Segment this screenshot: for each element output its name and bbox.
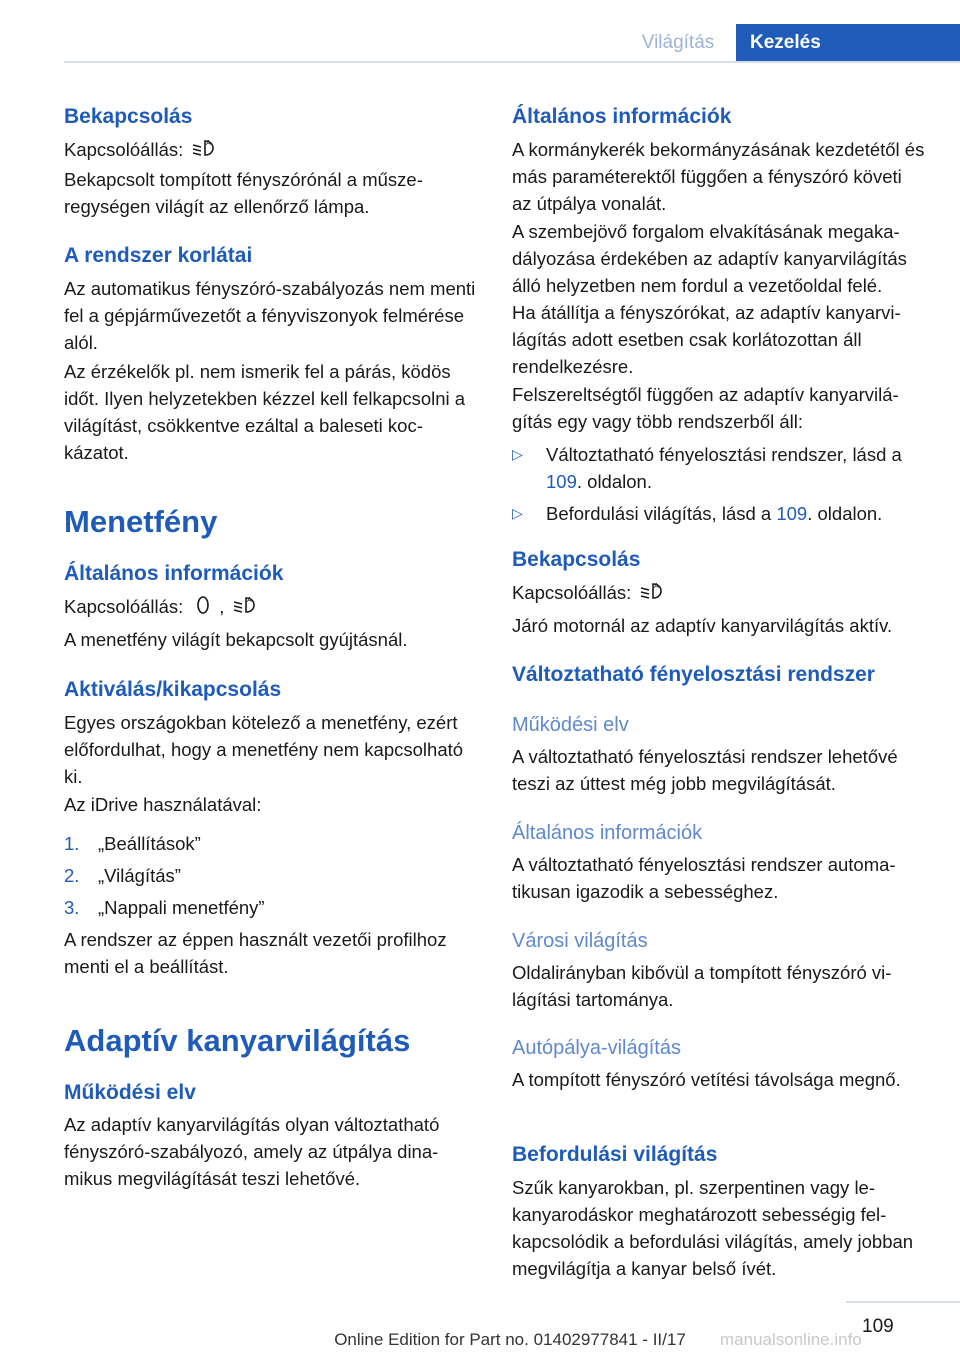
svg-text:A: A — [654, 583, 659, 590]
principle-text: Az adaptív kanyarvilágítás olyan változtatható fényszóró-szabályozó, amely az útpálya dinamikus megvilágítását teszi lehetővé. — [64, 1114, 440, 1189]
list-item: ▷ Befordulási világítás, lásd a 109. oldalon. — [512, 500, 926, 527]
svg-text:A: A — [206, 140, 211, 147]
switch-position-text: Kapcsolóállás: A — [64, 136, 478, 163]
daytime-text: A menetfény világít bekapcsolt gyújtásnál. — [64, 629, 408, 650]
heading-general-info: Általános információk — [512, 105, 732, 128]
heading-system-limits: A rendszer korlátai — [64, 244, 253, 267]
heading-principle: Működési elv — [64, 1081, 196, 1104]
edition-footer: Online Edition for Part no. 01402977841 - II/17 — [334, 1330, 686, 1349]
automatic-headlight-icon — [639, 580, 663, 602]
page-header — [0, 24, 960, 62]
activate-paragraph-1: Egyes országokban kötelező a menetfény, ezért előfordulhat, hogy a menetfény nem kapcsolható ki. — [64, 712, 464, 787]
cornering-light-text: Szűk kanyarokban, pl. szerpentinen vagy lekanyarodáskor meghatározott sebességig felkapcsolódik a befordulási világítás, amely jobban megvilágítja a kanyar belső ívét. — [512, 1177, 914, 1279]
page-number: 109 — [862, 1316, 894, 1337]
heading-variable-light-distribution: Változtatható fényelosztási rendszer — [512, 663, 875, 686]
chapter-tab-lighting[interactable]: Világítás — [641, 32, 715, 53]
heading-general-info: Általános információk — [512, 822, 703, 844]
variable-general-text: A változtatható fényelosztási rendszer automatikusan igazodik a sebességhez. — [512, 854, 896, 902]
page-link[interactable]: 109 — [546, 471, 577, 492]
watermark: manualsonline.info — [720, 1330, 862, 1349]
parking-light-icon — [191, 594, 215, 616]
svg-text:A: A — [247, 597, 253, 604]
switch-on-text: Bekapcsolt tompított fényszórónál a műszeregységen világít az ellenőrző lámpa. — [64, 169, 423, 217]
city-light-text: Oldalirányban kibővül a tompított fényszóró világítási tartománya. — [512, 962, 892, 1010]
principle-text: A változtatható fényelosztási rendszer lehetővé teszi az úttest még jobb megvilágítását. — [512, 746, 898, 794]
daytime-switch-position: Kapcsolóállás: , A — [64, 593, 478, 620]
heading-daytime-lights: Menetfény — [64, 504, 218, 539]
list-item: ▷ Változtatható fényelosztási rendszer, lásd a 109. oldalon. — [512, 441, 926, 495]
heading-activate-deactivate: Aktiválás/kikapcsolás — [64, 678, 282, 701]
general-paragraph-1: A kormánykerék bekormányzásának kezdetétől és más paraméterektől függően a fényszóró követi az útpálya vonalát. — [512, 139, 925, 214]
chapter-tab-operation[interactable]: Kezelés — [736, 24, 960, 62]
system-components-list — [512, 441, 926, 527]
bullet-triangle-icon: ▷ — [512, 446, 523, 462]
heading-principle: Működési elv — [512, 714, 629, 736]
heading-city-light: Városi világítás — [512, 930, 648, 952]
list-item: 1. „Beállítások” — [64, 833, 201, 854]
switch-on-text: Járó motornál az adaptív kanyarvilágítás aktív. — [512, 615, 893, 636]
general-paragraph-4: Felszereltségtől függően az adaptív kanyarvilágítás egy vagy több rendszerből áll: — [512, 384, 899, 432]
bullet-triangle-icon: ▷ — [512, 505, 523, 521]
limits-paragraph-1: Az automatikus fényszóró-szabályozás nem menti fel a gépjárművezetőt a fényviszonyok felmérése alól. — [64, 278, 476, 353]
list-item: 2. „Világítás” — [64, 865, 181, 886]
activate-paragraph-2: Az iDrive használatával: — [64, 794, 262, 815]
automatic-headlight-icon — [232, 594, 256, 616]
page-link[interactable]: 109 — [776, 503, 808, 524]
heading-switch-on: Bekapcsolás — [64, 105, 193, 128]
footer-divider — [846, 1301, 960, 1303]
general-paragraph-3: Ha átállítja a fényszórókat, az adaptív kanyarvilágítás adott esetben csak korlátozottan áll rendelkezésre. — [512, 302, 901, 377]
switch-position-text: Kapcsolóállás: A — [512, 579, 926, 606]
heading-highway-light: Autópálya-világítás — [512, 1037, 681, 1059]
idrive-steps — [64, 830, 478, 921]
heading-general-info: Általános információk — [64, 562, 284, 585]
limits-paragraph-2: Az érzékelők pl. nem ismerik fel a párás, ködös időt. Ilyen helyzetekben kézzel kell felkapcsolni a világítást, csökkentve ezáltal a baleseti kockázatot. — [64, 361, 466, 463]
automatic-headlight-icon — [191, 137, 215, 159]
heading-switch-on: Bekapcsolás — [512, 548, 641, 571]
header-divider — [64, 61, 960, 63]
heading-adaptive-curve-light: Adaptív kanyarvilágítás — [64, 1023, 411, 1058]
general-paragraph-2: A szembejövő forgalom elvakításának megakadályozása érdekében az adaptív kanyarvilágítás álló helyzetben nem fordul a vezetőoldal felé. — [512, 221, 907, 296]
highway-light-text: A tompított fényszóró vetítési távolsága megnő. — [512, 1069, 901, 1090]
heading-cornering-light: Befordulási világítás — [512, 1143, 718, 1166]
activate-paragraph-3: A rendszer az éppen használt vezetői profilhoz menti el a beállítást. — [64, 929, 447, 977]
list-item: 3. „Nappali menetfény” — [64, 897, 265, 918]
